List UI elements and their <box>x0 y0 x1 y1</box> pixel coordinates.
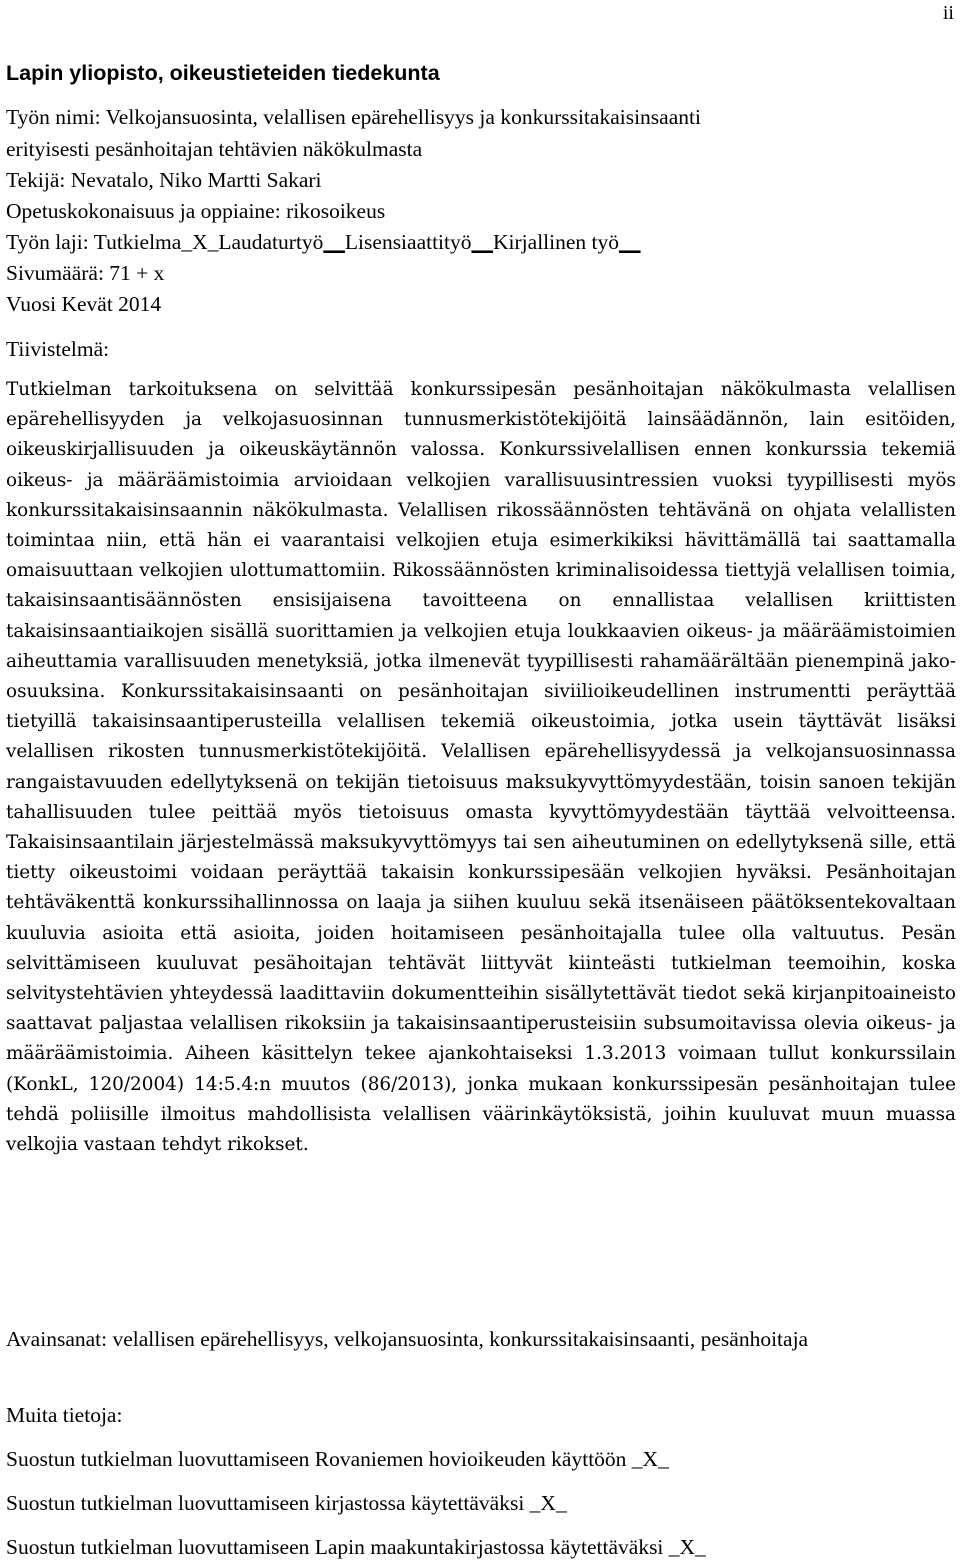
unit-label: Opetuskokonaisuus ja oppiaine: <box>6 199 281 223</box>
keywords-text: velallisen epärehellisyys, velkojansuosinta, konkurssitakaisinsaanti, pesänhoitaja <box>112 1327 809 1351</box>
keywords-label: Avainsanat: <box>6 1327 108 1351</box>
work-type-option-1: Tutkielma_X_ <box>93 230 219 254</box>
year-row <box>6 291 161 317</box>
year-value: Kevät 2014 <box>61 292 162 316</box>
work-name-row <box>6 104 701 130</box>
work-name-label: Työn nimi: <box>6 105 101 129</box>
unit-value: rikosoikeus <box>286 199 386 223</box>
consent-line-3: Suostun tutkielman luovuttamiseen Lapin maakuntakirjastossa käytettäväksi _X_ <box>6 1535 706 1559</box>
work-type-row <box>6 229 641 255</box>
work-name-line2: erityisesti pesänhoitajan tehtävien näkökulmasta <box>6 137 423 161</box>
work-type-option-4: Kirjallinen työ__ <box>493 230 641 254</box>
consent-line-1: Suostun tutkielman luovuttamiseen Rovaniemen hovioikeuden käyttöön _X_ <box>6 1447 669 1471</box>
other-info-label: Muita tietoja: <box>6 1403 123 1427</box>
pages-value: 71 + x <box>109 261 165 285</box>
unit-row <box>6 198 385 224</box>
consent-line-2: Suostun tutkielman luovuttamiseen kirjastossa käytettäväksi _X_ <box>6 1491 567 1515</box>
work-name-line1: Velkojansuosinta, velallisen epärehellisyys ja konkurssitakaisinsaanti <box>105 105 701 129</box>
abstract-label: Tiivistelmä: <box>6 337 110 361</box>
author-label: Tekijä: <box>6 168 66 192</box>
author-row <box>6 167 322 193</box>
year-label: Vuosi <box>6 292 57 316</box>
pages-row <box>6 260 164 286</box>
author-name: Nevatalo, Niko Martti Sakari <box>70 168 322 192</box>
work-type-option-2: Laudaturtyö__ <box>218 230 345 254</box>
work-type-option-3: Lisensiaattityö__ <box>344 230 494 254</box>
abstract-text: Tutkielman tarkoituksena on selvittää konkurssipesän pesänhoitajan näkökulmasta velallisen epärehellisyyden ja velkojasuosinnan tunnusmerkistötekijöitä lainsäädännön, lain esitöiden, oikeuskirjallisuuden ja oikeuskäytännön valossa. Konkurssivelallisen ennen konkurssia tekemiä oikeus- ja määräämistoimia arvioidaan velkojien varallisuusintressien vuoksi tyypillisesti myös konkurssitakaisinsaannin näkökulmasta. Velallisen rikossäännösten tehtävänä on ohjata velallisten toimintaa niin, että hän ei vaarantaisi velkojien etuja esimerkikiksi hävittämällä tai saattamalla omaisuuttaan velkojien ulottumattomiin. Rikossäännösten kriminalisoidessa tiettyjä velallisen toimia, takaisinsaantisäännösten ensisijaisena tavoitteena on ennallistaa velallisen kriittisten takaisinsaantiaikojen sisällä suorittamien ja velkojien etuja loukkaavien oikeus- ja määräämistoimien aiheuttamia varallisuuden menetyksiä, jotka ilmenevät tyypillisesti rahamäärältään pienempinä jako-osuuksina. Konkurssitakaisinsaanti on pesänhoitajan siviilioikeudellinen instrumentti peräyttää tietyillä takaisinsaantiperusteilla velallisen tekemiä oikeustoimia, jotka usein täyttävät lisäksi velallisen rikosten tunnusmerkistötekijöitä. Velallisen epärehellisyydessä ja velkojansuosinnassa rangaistavuuden edellytyksenä on tekijän tietoisuus maksukyvyttömyydestään, toisin sanoen tekijän tahallisuuden tulee peittää myös tietoisuus omasta kyvyttömyydestään täyttää velvoitteensa. Takaisinsaantilain järjestelmässä maksukyvyttömyys tai sen aiheutuminen on edellytyksenä sille, että tietty oikeustoimi voidaan peräyttää takaisin konkurssipesään velkojien hyväksi. Pesänhoitajan tehtäväkenttä konkurssihallinnossa on laaja ja siihen kuuluu sekä itsenäiseen päätöksentekovaltaan kuuluvia asioita että asioita, joiden hoitamiseen pesänhoitajalla tulee olla valtuutus. Pesän selvittämiseen kuuluvat pesähoitajan tehtävät liittyvät kiinteästi tutkielman teemoihin, koska selvitystehtävien yhteydessä laadittaviin dokumentteihin sisällytettävät tiedot sekä kirjanpitoaineisto saattavat paljastaa velallisen rikoksiin ja takaisinsaantiperusteisiin subsumoitavissa olevia oikeus- ja määräämistoimia. Aiheen käsittelyn tekee ajankohtaiseksi 1.3.2013 voimaan tullut konkurssilain (KonkL, 120/2004) 14:5.4:n muutos (86/2013), jonka mukaan konkurssipesän pesänhoitajan tulee tehdä poliisille ilmoitus mahdollisista velallisen väärinkäytöksistä, joihin kuuluvat muun muassa velkojia vastaan tehdyt rikokset. <box>6 379 956 1156</box>
work-type-label: Työn laji: <box>6 230 89 254</box>
institution-heading: Lapin yliopisto, oikeustieteiden tiedekunta <box>6 61 440 85</box>
pages-label: Sivumäärä: <box>6 261 104 285</box>
page-number: ii <box>942 2 954 24</box>
keywords-row <box>6 1324 956 1354</box>
